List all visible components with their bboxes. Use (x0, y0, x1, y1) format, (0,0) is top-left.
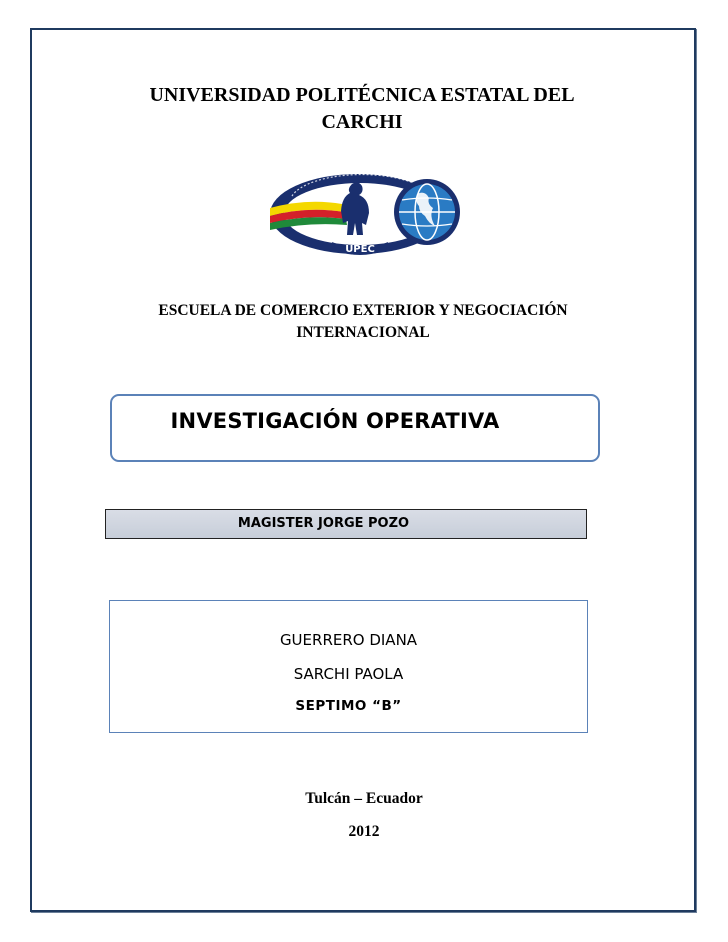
university-title (112, 82, 612, 136)
year: 2012 (348, 823, 380, 840)
teacher-name: MAGISTER JORGE POZO (237, 516, 410, 531)
school-title (130, 300, 596, 344)
school-title-line1: ESCUELA DE COMERCIO EXTERIOR Y NEGOCIACIÓN (158, 302, 568, 319)
teacher-bar (105, 509, 587, 539)
page-border (30, 28, 696, 912)
location: Tulcán – Ecuador (305, 790, 423, 807)
student-name-1: GUERRERO DIANA (279, 631, 418, 649)
school-title-line2: INTERNACIONAL (296, 324, 430, 341)
university-title-line2: CARCHI (321, 111, 403, 133)
student-group: SEPTIMO “B” (295, 698, 402, 714)
university-title-line1: UNIVERSIDAD POLITÉCNICA ESTATAL DEL (149, 84, 575, 106)
student-name-2: SARCHI PAOLA (293, 665, 404, 683)
students-box (109, 600, 588, 733)
course-title-box (110, 394, 600, 462)
upec-logo (262, 170, 472, 262)
course-title: INVESTIGACIÓN OPERATIVA (170, 409, 500, 433)
logo-text: UPEC (345, 244, 375, 255)
